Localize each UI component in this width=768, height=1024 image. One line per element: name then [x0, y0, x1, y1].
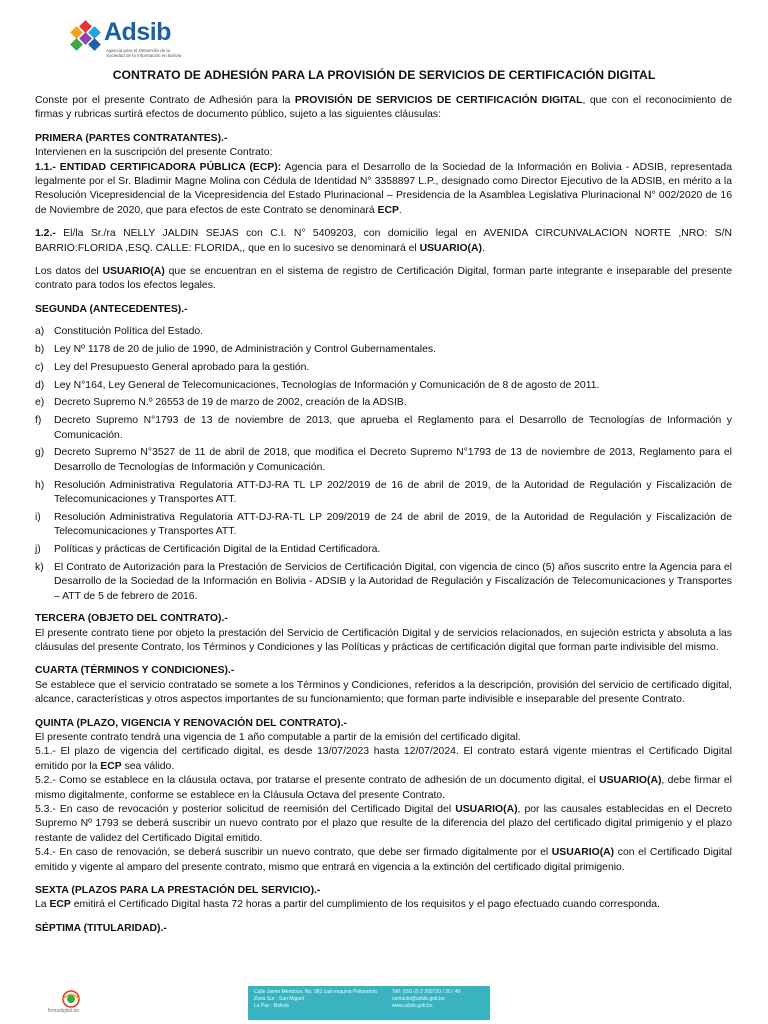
section-heading-tercera: TERCERA (OBJETO DEL CONTRATO).-: [35, 613, 228, 625]
list-item: k) El Contrato de Autorización para la Prestación de Servicios de Certificación Digital, con vigencia de cinco (5) años suscrito entre la Agencia para el Desarrollo de la Sociedad de la Información en Bolivia - ADSIB y la Autoridad de Regulación y Fiscalización de Telecomunicaciones y Transportes – ATT de 5 de febrero de 2016.: [35, 561, 732, 602]
section-heading-segunda: SEGUNDA (ANTECEDENTES).-: [35, 303, 188, 315]
clause-5-3: 5.3.- En caso de revocación y posterior solicitud de reemisión del Certificado Digital del USUARIO(A), por las causales establecidas en el Decreto Supremo Nº 1793 se deberá suscribir un nuevo contrato por el plazo que resulte de la diferencia del plazo del certificado digital primigenio y el plazo restante de validez del Certificado Digital emitido.: [35, 803, 732, 844]
intro-paragraph: Conste por el presente Contrato de Adhesión para la PROVISIÓN DE SERVICIOS DE CERTIFICACIÓN DIGITAL, que con el reconocimiento de firmas y rubricas surtirá efectos de documento público, sujeto a las siguientes cláusulas:: [35, 95, 732, 121]
page-footer: [0, 982, 768, 1024]
list-item: a) Constitución Política del Estado.: [35, 326, 204, 338]
footer-logo-text: firmadigital.bo: [48, 1008, 80, 1014]
clause-5-2: 5.2.- Como se establece en la cláusula octava, por tratarse el presente contrato de adhesión de un documento digital, el USUARIO(A), debe firmar el mismo digitalmente, conforme se establece en la Cláusula Octava del presente Contrato.: [35, 775, 732, 801]
section-heading-quinta: QUINTA (PLAZO, VIGENCIA Y RENOVACIÓN DEL CONTRATO).-: [35, 717, 347, 729]
list-item: d) Ley N°164, Ley General de Telecomunicaciones, Tecnologías de Información y Comunicación de 8 de agosto de 2011.: [35, 379, 600, 391]
contract-title: CONTRATO DE ADHESIÓN PARA LA PROVISIÓN DE SERVICIOS DE CERTIFICACIÓN DIGITAL: [112, 68, 656, 82]
sexta-text: La ECP emitirá el Certificado Digital hasta 72 horas a partir del cumplimiento de los requisitos y el pago efectuado cuando corresponda.: [35, 899, 660, 911]
clause-1-2: 1.2.- El/la Sr./ra NELLY JALDIN SEJAS con C.I. N° 5409203, con domicilio legal en AVENIDA CIRCUNVALACION NORTE ,NRO: S/N BARRIO:FLORIDA ,ESQ. CALLE: FLORIDA,, que en lo sucesivo se denominará el USUARIO(A).: [35, 228, 732, 254]
quinta-lead: El presente contrato tendrá una vigencia de 1 año computable a partir de la emisión del certificado digital.: [35, 731, 521, 743]
email-link[interactable]: contacto@adsib.gob.bo: [392, 996, 445, 1002]
logo-wordmark: Adsib: [104, 18, 171, 46]
adsib-logo-icon: [68, 18, 104, 58]
section-heading-sexta: SEXTA (PLAZOS PARA LA PRESTACIÓN DEL SERVICIO).-: [35, 885, 321, 896]
website-link[interactable]: www.adsib.gob.bo: [392, 1003, 433, 1009]
phone-line: Telf: (591-2) 2 200720 / 30 / 40: [392, 989, 461, 995]
cuarta-text: Se establece que el servicio contratado se somete a los Términos y Condiciones, referidos a la descripción, provisión del servicio de certificado digital, alcance, características y otros aspectos importantes de su funcionamiento; que forman parte indivisible e inseparable del presente Contrato.: [35, 679, 732, 706]
adsib-logo: [68, 16, 188, 66]
list-item: b) Ley Nº 1178 de 20 de julio de 1990, de Administración y Control Gubernamentales.: [35, 344, 436, 356]
list-item: g) Decreto Supremo N°3527 de 11 de abril de 2018, que modifica el Decreto Supremo N°1793 de 13 de noviembre de 2013, Reglamento para el Desarrollo de Tecnologías de Información y Comunicación.: [35, 447, 732, 473]
footer-contact: [392, 989, 460, 1010]
clause-5-4: 5.4.- En caso de renovación, se deberá suscribir un nuevo contrato, que debe ser firmado digitalmente por el USUARIO(A) con el Certificado Digital emitido y vigente al amparo del presente contrato, mismo que entrará en vigencia a la extinción del certificado digital primigenio.: [35, 847, 732, 873]
address-line: Calle Jaime Mendoza, No. 981 casi esquina Pellaranda: [254, 989, 377, 995]
contract-body: [35, 94, 732, 936]
address-line: Zona Sur - San Miguel: [254, 996, 305, 1002]
list-item: i) Resolución Administrativa Regulatoria ATT-DJ-RA-TL LP 209/2019 de 24 de abril de 2019, de la Autoridad de Regulación y Fiscalización de Telecomunicaciones y Transportes ATT.: [35, 511, 732, 538]
address-line: La Paz - Bolivia: [254, 1003, 289, 1009]
footer-address: [254, 989, 377, 1010]
list-item: f) Decreto Supremo N°1793 de 13 de noviembre de 2013, que aprueba el Reglamento para el Desarrollo de Tecnologías de Información y Comunicación.: [35, 415, 732, 441]
section-heading-cuarta: CUARTA (TÉRMINOS Y CONDICIONES).-: [35, 665, 235, 677]
section-heading-septima: SÉPTIMA (TITULARIDAD).-: [35, 922, 167, 934]
list-item: j) Políticas y prácticas de Certificación Digital de la Entidad Certificadora.: [35, 544, 381, 556]
list-item: e) Decreto Supremo N.º 26553 de 19 de marzo de 2002, creación de la ADSIB.: [35, 397, 407, 409]
list-item: h) Resolución Administrativa Regulatoria ATT-DJ-RA TL LP 202/2019 de 16 de abril de 2019, de la Autoridad de Regulación y Fiscalización de Telecomunicaciones y Transportes ATT.: [35, 479, 732, 506]
clause-1-1: 1.1.- ENTIDAD CERTIFICADORA PÚBLICA (ECP): Agencia para el Desarrollo de la Sociedad de la Información en Bolivia - ADSIB, representada legalmente por el Sr. Bladimir Magne Molina con Cédula de Identidad N° 3358897 L.P., designado como Director Ejecutivo de la ADSIB, en mérito a la Resolución Vicepresidencial de la Vicepresidencia del Estado Plurinacional – Presidencia de la Asamblea Legislativa Plurinacional N° 002/2020 de 16 de Noviembre de 2020, que para efectos de este Contrato se denominará ECP.: [35, 161, 732, 216]
datos-usuario-paragraph: Los datos del USUARIO(A) que se encuentran en el sistema de registro de Certificación Digital, forman parte integrante e inseparable del presente contrato para todos los efectos legales.: [35, 266, 732, 292]
tercera-text: El presente contrato tiene por objeto la prestación del Servicio de Certificación Digital y de servicios relacionados, en sujeción estricta y absoluta a las cláusulas del presente Contrato, los Términos y Condiciones y las Políticas y prácticas de certificación digital que forman parte indivisible del mismo.: [35, 627, 732, 653]
primera-lead: Intervienen en la suscripción del presente Contrato:: [35, 147, 273, 159]
logo-tagline: Agencia para el Desarrollo de la Sociedad de la Información en Bolivia: [106, 48, 182, 58]
clause-5-1: 5.1.- El plazo de vigencia del certificado digital, es desde 13/07/2023 hasta 12/07/2024. El contrato estará vigente mientras el Certificado Digital emitido por la ECP sea válido.: [35, 746, 732, 772]
section-heading-primera: PRIMERA (PARTES CONTRATANTES).-: [35, 132, 228, 144]
antecedentes-list: [35, 325, 732, 604]
list-item: c) Ley del Presupuesto General aprobado para la gestión.: [35, 361, 310, 373]
footer-contact-band: [248, 986, 490, 1020]
